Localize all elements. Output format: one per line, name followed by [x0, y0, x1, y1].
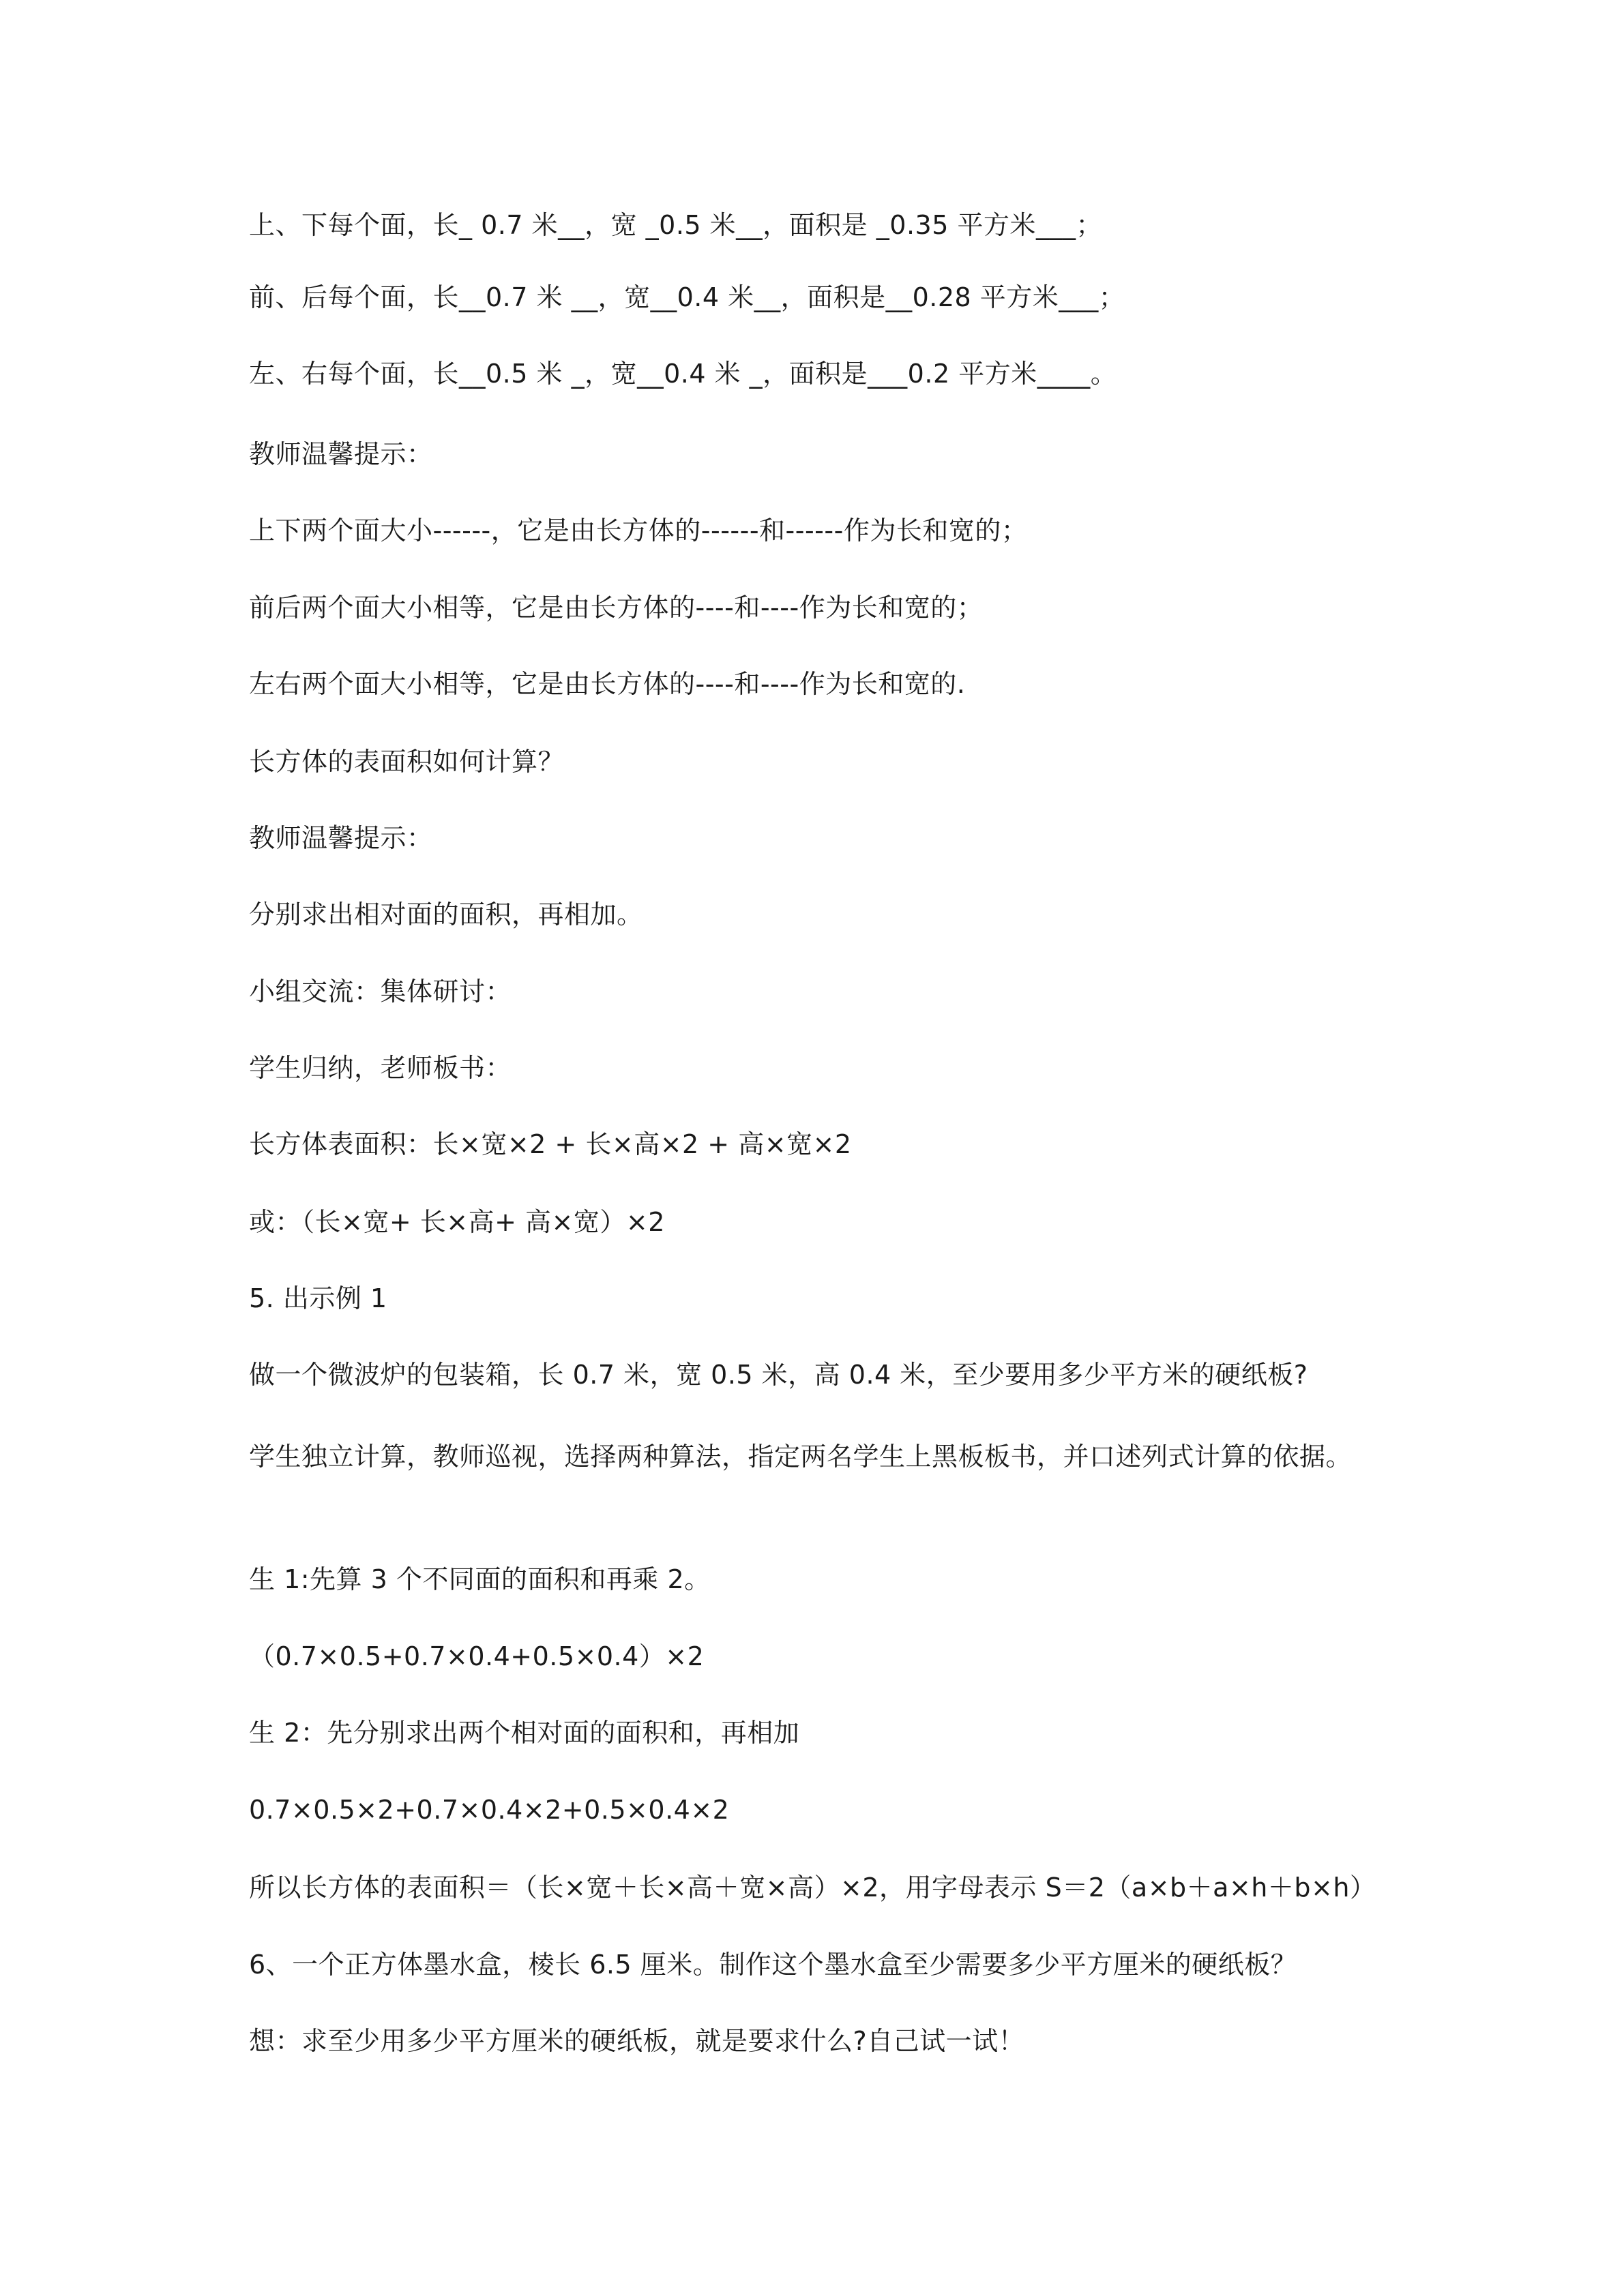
- paragraph-tip-left-right: 左右两个面大小相等，它是由长方体的----和----作为长和宽的.: [249, 669, 966, 699]
- paragraph-group-discussion: 小组交流：集体研讨：: [249, 976, 512, 1007]
- paragraph-student-calculation: 学生独立计算，教师巡视，选择两种算法，指定两名学生上黑板板书，并口述列式计算的依据。: [249, 1442, 1353, 1472]
- paragraph-top-bottom-faces: 上、下每个面，长_ 0.7 米__，宽 _0.5 米__，面积是 _0.35 平方米___；: [249, 210, 1102, 240]
- formula-surface-area: 长方体表面积：长×宽×2 + 长×高×2 + 高×宽×2: [249, 1129, 852, 1159]
- example-problem: 做一个微波炉的包装箱，长 0.7 米，宽 0.5 米，高 0.4 米，至少要用多少平方米的硬纸板?: [249, 1360, 1308, 1390]
- paragraph-left-right-faces: 左、右每个面，长__0.5 米 _，宽__0.4 米 _，面积是___0.2 平方米____。: [249, 359, 1117, 389]
- conclusion-formula: 所以长方体的表面积＝（长×宽＋长×高＋宽×高）×2，用字母表示 S＝2（a×b＋a×h＋b×h）: [249, 1873, 1376, 1903]
- problem-6: 6、一个正方体墨水盒，棱长 6.5 厘米。制作这个墨水盒至少需要多少平方厘米的硬纸板？: [249, 1950, 1297, 1980]
- paragraph-front-back-faces: 前、后每个面，长__0.7 米 __，宽__0.4 米__，面积是__0.28 平方米___；: [249, 282, 1125, 312]
- teacher-tip-heading: 教师温馨提示：: [249, 439, 433, 469]
- question-surface-area: 长方体的表面积如何计算？: [249, 747, 565, 777]
- paragraph-tip-top-bottom: 上下两个面大小------，它是由长方体的------和------作为长和宽的；: [249, 516, 1028, 546]
- paragraph-method: 分别求出相对面的面积，再相加。: [249, 899, 643, 929]
- formula-alternative: 或：（长×宽+ 长×高+ 高×宽）×2: [249, 1207, 665, 1237]
- teacher-tip-heading-2: 教师温馨提示：: [249, 823, 433, 853]
- paragraph-tip-front-back: 前后两个面大小相等，它是由长方体的----和----作为长和宽的；: [249, 593, 984, 623]
- student-2-method: 生 2：先分别求出两个相对面的面积和，再相加: [249, 1718, 800, 1748]
- example-heading: 5. 出示例 1: [249, 1283, 387, 1313]
- paragraph-summary: 学生归纳，老师板书：: [249, 1053, 512, 1083]
- problem-6-hint: 想：求至少用多少平方厘米的硬纸板，就是要求什么?自己试一试！: [249, 2026, 1025, 2056]
- student-1-formula: （0.7×0.5+0.7×0.4+0.5×0.4）×2: [249, 1641, 705, 1671]
- student-2-formula: 0.7×0.5×2+0.7×0.4×2+0.5×0.4×2: [249, 1795, 730, 1825]
- student-1-method: 生 1:先算 3 个不同面的面积和再乘 2。: [249, 1564, 711, 1594]
